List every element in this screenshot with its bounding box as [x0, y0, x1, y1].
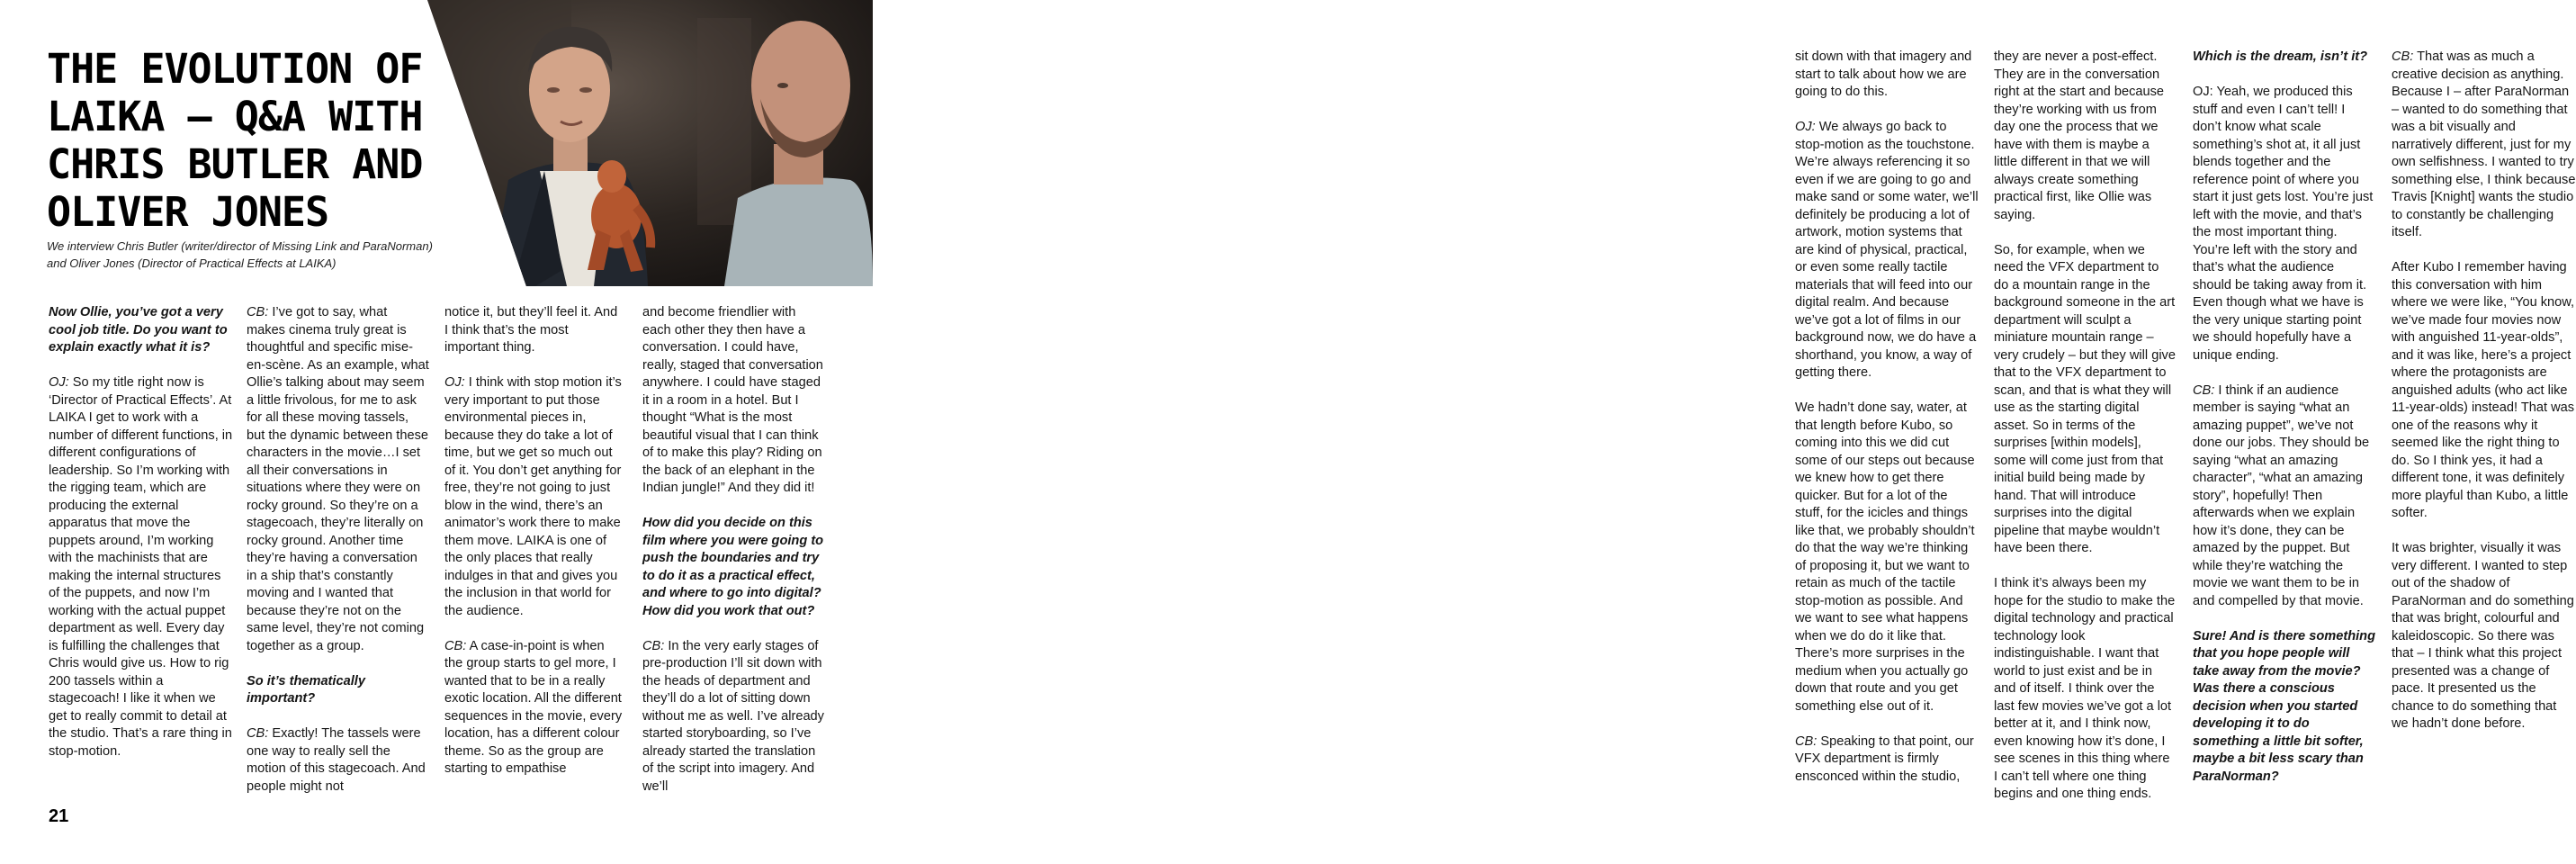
body-paragraph: So, for example, when we need the VFX department to do a mountain range in the background someone in the art department will sculpt a miniature mountain range – very crudely – but they will give that to the VFX department to scan, and that is what they will use as the starting digital asset. So in terms of the surprises [within models], some will come just from that initial build being made by hand. That will introduce surprises into the digital pipeline that maybe wouldn’t have been there.: [1994, 242, 2176, 555]
speaker-initials: OJ:: [1795, 120, 1816, 134]
speaker-initials: CB:: [642, 638, 665, 653]
left-page: [0, 0, 873, 864]
interview-answer: [247, 304, 429, 655]
interview-question: Which is the dream, isn’t it?: [2193, 50, 2368, 64]
interview-answer: [2193, 382, 2375, 611]
interview-question: Sure! And is there something that you hope people will take away from the movie? Was there a conscious decision when you started developing it to do something a little bit softer, maybe a bit less scary than ParaNorman?: [2193, 628, 2375, 784]
speaker-initials: CB:: [247, 726, 269, 741]
body-paragraph: After Kubo I remember having this conversation with him where we were like, “You know, we’ve made four movies now with anguished 11-year-olds”, and it was like, here’s a project where the protagonists are anguished adults (who act like 11-year-olds) instead! That was one of the reasons why it seemed like the right thing to do. So I think yes, it had a different tone, it was definitely more playful than Kubo, a little softer.: [2392, 260, 2575, 520]
answer-text: A case-in-point is when the group starts to gel more, I wanted that to be in a really exotic location. All the different sequences in the movie, every location, has a different colour theme. So as the group are starting to empathise: [444, 638, 623, 776]
speaker-initials: CB:: [247, 305, 269, 320]
page-number: 21: [49, 806, 69, 826]
body-paragraph: they are never a post-effect. They are in the conversation right at the start and because they’re working with us from day one the process that we have with them is maybe a little different in that we will always create something practical first, like Ollie was saying.: [1994, 50, 2165, 222]
text-column-7: [2193, 49, 2375, 786]
answer-text: That was as much a creative decision as anything. Because I – after ParaNorman – wanted to do something that was a bit visually and narratively different, just for my own selfishness. I wanted to try something else, I think because Travis [Knight] wants the studio to constantly be challenging itself.: [2392, 50, 2576, 239]
speaker-initials: CB:: [2193, 382, 2215, 398]
speaker-initials: CB:: [444, 638, 467, 653]
body-paragraph: sit down with that imagery and start to talk about how we are going to do this.: [1795, 50, 1972, 99]
interview-answer: [642, 638, 827, 796]
right-page: [873, 0, 2576, 864]
body-paragraph: OJ: Yeah, we produced this stuff and even I can’t tell! I don’t know what scale something’s shot at, it all just blends together and the reference point of where you start it just gets lost. You’re just left with the movie, and that’s the most important thing. You’re left with the story and that’s what the audience should be taking away from it. Even though what we have is the very unique starting point we should hopefully have a unique ending.: [2193, 85, 2374, 363]
body-paragraph: We hadn’t done say, water, at that length before Kubo, so coming into this we did cut some of our steps out because we knew how to get there quicker. But for a lot of the stuff, for the icicles and things like that, we probably shouldn’t do that the way we’re thinking of proposing it, but we want to retain as much of the tactile stop-motion as possible. And we want to see what happens when we do do it like that. There’s more surprises in the medium when you actually go down that route and you get something else out of it.: [1795, 400, 1975, 714]
interview-answer: [49, 374, 233, 760]
answer-text: I think with stop motion it’s very important to put those environmental pieces in, because they do take a lot of time, but we get so much out of it. You don’t get anything for free, they’re not going to just blow in the wind, there’s an animator’s work there to make them move. LAIKA is one of the only places that really indulges in that and gives you the inclusion in that world for the audience.: [444, 375, 622, 618]
answer-text: In the very early stages of pre-production I’ll sit down with the heads of department and they’ll do a lot of sitting down without me as well. I’ve already started storyboarding, so I’ve already started the translation of the script into imagery. And we’ll: [642, 638, 824, 794]
text-column-3: [444, 304, 623, 778]
body-paragraph: It was brighter, visually it was very different. I wanted to step out of the shadow of ParaNorman and do something that was bright, colourful and kaleidoscopic. So there was that – I think what this project presented was a change of pace. It presented us the chance to do something that we hadn’t done before.: [2392, 541, 2574, 731]
interview-photo: [427, 0, 873, 286]
body-paragraph: notice it, but they’ll feel it. And I think that’s the most important thing.: [444, 305, 618, 355]
body-paragraph: and become friendlier with each other they then have a conversation. I could have, really, staged that conversation anywhere. I could have staged it in a room in a hotel. But I thought “What is the most beautiful visual that I can think of to make this play? Riding on the back of an elephant in the Indian jungle!” And they did it!: [642, 305, 823, 495]
speaker-initials: CB:: [1795, 734, 1818, 749]
interview-question: So it’s thematically important?: [247, 673, 365, 706]
text-column-4: [642, 304, 827, 796]
answer-text: Exactly! The tassels were one way to really sell the motion of this stagecoach. And people might not: [247, 726, 426, 794]
answer-text: We always go back to stop-motion as the touchstone. We’re always referencing it so even if we are going to go and make sand or some water, we’ll definitely be producing a lot of artwork, motion systems that are kind of physical, practical, or even some really tactile materials that will feed into our digital realm. And because we’ve got a lot of films in our background now, we do have a shorthand, you know, a way of getting there.: [1795, 120, 1979, 380]
interview-answer: [1795, 734, 1979, 787]
two-men-with-puppet-photo-icon: [427, 0, 873, 286]
interview-answer: [444, 374, 623, 620]
speaker-initials: CB:: [2392, 50, 2414, 64]
speaker-initials: OJ:: [444, 375, 465, 390]
answer-text: Speaking to that point, our VFX department is firmly ensconced within the studio,: [1795, 734, 1974, 784]
standfirst: We interview Chris Butler (writer/director of Missing Link and ParaNorman) and Oliver Jones (Director of Practical Effects at LAIKA): [47, 239, 433, 270]
text-column-2: [247, 304, 429, 796]
interview-answer: [1795, 119, 1979, 382]
interview-answer: [444, 638, 623, 778]
speaker-initials: OJ:: [49, 375, 69, 390]
interview-question: Now Ollie, you’ve got a very cool job title. Do you want to explain exactly what it is?: [49, 305, 228, 355]
text-column-6: [1994, 49, 2176, 804]
answer-text: I think if an audience member is saying “what an amazing puppet”, we’ve not done our jobs. They should be saying “what an amazing character”, “what an amazing story”, hopefully! Then afterwards when we explain how it’s done, they can be amazed by the puppet. But while they’re watching the movie we want them to be in and compelled by that movie.: [2193, 382, 2370, 608]
answer-text: So my title right now is ‘Director of Practical Effects’. At LAIKA I get to work with a number of different functions, in different configurations of leadership. So I’m working with the rigging team, which are producing the external apparatus that move the puppets around, I’m working with the machinists that are making the internal structures of the puppets, and now I’m working with the actual puppet department as well. Every day is fulfilling the challenges that Chris would give us. How to rig 200 tassels within a stagecoach! I like it when we get to really commit to detail at the studio. That’s a rare thing in stop-motion.: [49, 375, 233, 759]
body-paragraph: I think it’s always been my hope for the studio to make the digital technology and practical technology look indistinguishable. I want that world to just exist and be in and of itself. I think over the last few movies we’ve got a lot better at it, and I think now, even knowing how it’s done, I see scenes in this thing where I can’t tell where one thing begins and one thing ends.: [1994, 576, 2176, 801]
text-column-1: [49, 304, 233, 760]
interview-answer: [247, 725, 429, 796]
text-column-8: [2392, 49, 2576, 734]
interview-answer: [2392, 49, 2576, 242]
text-column-5: [1795, 49, 1979, 786]
answer-text: I’ve got to say, what makes cinema truly great is thoughtful and specific mise-en-scène. As an example, what Ollie’s talking about may seem a little frivolous, for me to ask for all these moving tassels, but the dynamic between these characters in the movie…I set all their conversations in situations where they were on rocky ground. So they’re on a stagecoach, they’re literally on rocky ground. Another time they’re having a conversation in a ship that’s constantly moving and I wanted that because they’re not on the same level, they’re not coming together as a group.: [247, 305, 429, 653]
interview-question: How did you decide on this film where you were going to push the boundaries and try to do it as a practical effect, and where to go into digital? How did you work that out?: [642, 516, 824, 618]
article-title: THE EVOLUTION OF LAIKA – Q&A WITH CHRIS BUTLER AND OLIVER JONES: [47, 45, 423, 236]
